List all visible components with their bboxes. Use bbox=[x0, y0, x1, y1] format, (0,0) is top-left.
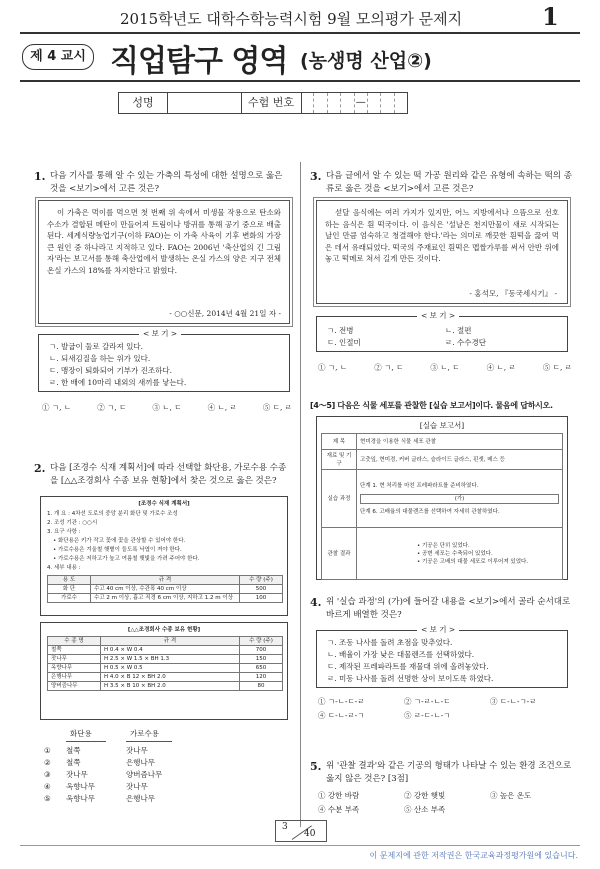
q4-choice-1[interactable]: ① ㄱ-ㄴ-ㄷ-ㄹ bbox=[318, 697, 365, 706]
q3-choice-1[interactable]: ① ㄱ, ㄴ bbox=[318, 363, 348, 372]
q3-choice-5[interactable]: ⑤ ㄷ, ㄹ bbox=[542, 363, 572, 372]
q2-plan-line-5: • 가로수용은 겨울철 햇볕이 들도록 낙엽이 져야 한다. bbox=[53, 547, 182, 553]
subject-title: 직업탐구 영역 bbox=[110, 44, 288, 79]
q3-choice-3[interactable]: ③ ㄴ, ㄷ bbox=[430, 363, 460, 372]
q2-stock-header: 수 량 (주) bbox=[240, 637, 283, 646]
q4-item-4: ㄹ. 미동 나사를 돌려 선명한 상이 보이도록 하였다. bbox=[327, 674, 494, 683]
q2-answer-3[interactable] bbox=[44, 769, 162, 781]
report-result-3: • 기공은 고배의 대물 세포로 이루어져 있었다. bbox=[417, 558, 529, 565]
q2-plan-line-7: 4. 세부 내용 : bbox=[47, 565, 81, 571]
q1-bogi-box bbox=[38, 329, 290, 392]
q2-plan-header: 규 격 bbox=[91, 576, 240, 585]
name-id-box bbox=[118, 92, 408, 114]
q2-stock-cell: 양버즘나무 bbox=[48, 682, 101, 691]
q2-answer-flower: 철쭉 bbox=[66, 746, 81, 755]
q2-plan-box bbox=[40, 496, 288, 616]
q2-stock-cell: H 0.5 × W 0.5 bbox=[101, 664, 240, 673]
table-row bbox=[322, 470, 563, 528]
q2-answer-flower: 잣나무 bbox=[66, 770, 88, 779]
q3-passage-box bbox=[316, 200, 568, 304]
page-current: 3 bbox=[282, 822, 288, 832]
q2-stock-cell: H 2.5 × W 1.5 × BH 1.3 bbox=[101, 655, 240, 664]
q4-number: 4. bbox=[310, 596, 322, 609]
q2-plan-line-2: 2. 조성 기관 : ○○시 bbox=[47, 520, 98, 526]
report-label: 관찰 결과 bbox=[322, 528, 357, 580]
q2-number: 2. bbox=[34, 462, 46, 475]
q2-answer-num: ③ bbox=[44, 770, 51, 779]
table-row bbox=[48, 646, 283, 655]
q4-item-3: ㄷ. 제작된 프레파라트를 재물대 위에 올려놓았다. bbox=[327, 662, 489, 671]
exam-title: 2015학년도 대학수학능력시험 9월 모의평가 문제지 bbox=[120, 10, 463, 28]
q4-choice-5[interactable]: ⑤ ㄹ-ㄷ-ㄴ-ㄱ bbox=[404, 711, 451, 720]
q2-stock-cell: H 4.0 × B 12 × BH 2.0 bbox=[101, 673, 240, 682]
id-field[interactable] bbox=[301, 93, 407, 113]
q1-item-1: ㄱ. 발굽이 둘로 갈라져 있다. bbox=[49, 342, 143, 351]
q3-question: 다음 글에서 알 수 있는 떡 가공 원리와 같은 유형에 속하는 떡의 종류로 옳은 것을 <보기>에서 고른 것은? bbox=[326, 171, 572, 194]
table-row bbox=[48, 664, 283, 673]
q2-plan-line-3: 3. 요구 사항 : bbox=[47, 529, 81, 535]
q3-item-3: ㄷ. 인절미 bbox=[327, 338, 361, 347]
q2-answer-street: 은행나무 bbox=[126, 758, 155, 767]
q3-choice-4[interactable]: ④ ㄴ, ㄹ bbox=[486, 363, 516, 372]
q2-plan-header: 수 량 (주) bbox=[240, 576, 283, 585]
q3-choice-2[interactable]: ② ㄱ, ㄷ bbox=[374, 363, 404, 372]
q2-stock-table bbox=[47, 636, 283, 691]
report-result-1: • 기공은 단히 있었다. bbox=[417, 542, 470, 549]
q3-item-1: ㄱ. 전병 bbox=[327, 326, 354, 335]
q5-number: 5. bbox=[310, 760, 322, 773]
q4-question: 위 '실습 과정'의 (가)에 들어갈 내용을 <보기>에서 골라 순서대로 바르게 배열한 것은? bbox=[326, 597, 571, 620]
q2-answer-num: ④ bbox=[44, 782, 51, 791]
q2-answer-2[interactable] bbox=[44, 757, 155, 769]
q2-plan-header: 용 도 bbox=[48, 576, 91, 585]
report-step1: 단계 1. 현 처리를 마친 프레파라트를 준비하였다. bbox=[360, 482, 479, 489]
q2-answer-street: 은행나무 bbox=[126, 794, 155, 803]
q1-item-4: ㄹ. 한 배에 10마리 내외의 새끼를 낳는다. bbox=[49, 378, 187, 387]
q1-source: - ○○신문, 2014년 4월 21일 자 - bbox=[169, 308, 281, 318]
q3-passage: 섣달 음식에는 여러 가지가 있지만, 어느 지방에서나 으뜸으로 선호하는 음식은 흰 떡국이다. 이 음식은 '설날은 천지만물이 새로 시작되는 날인 만큼 엄숙하고 청결해야 한다.'라는 의미로 깨끗한 흰떡을 끓여 먹은 데서 유래되었다. 떡국의 주재료인 흰떡은 멥쌀가루를 써서 안반 위에 놓고 떡메로 쳐서 길게 만든 것이다. bbox=[325, 208, 559, 263]
q1-choice-5[interactable]: ⑤ ㄷ, ㄹ bbox=[262, 403, 292, 412]
q2-plan-cell: 수고 40 cm 이상, 수관폭 40 cm 이상 bbox=[91, 585, 240, 594]
q1-choice-2[interactable]: ② ㄱ, ㄷ bbox=[97, 403, 127, 412]
q5-choice-5[interactable]: ⑤ 산소 부족 bbox=[404, 805, 446, 814]
q2-stock-cell: 120 bbox=[240, 673, 283, 682]
q2-plan-cell: 화 단 bbox=[48, 585, 91, 594]
q2-answer-num: ① bbox=[44, 746, 51, 755]
q1-choices bbox=[42, 402, 292, 414]
q2-stock-cell: 650 bbox=[240, 664, 283, 673]
name-field[interactable] bbox=[167, 93, 242, 113]
q2-answer-1[interactable] bbox=[44, 745, 148, 757]
q2-answer-num: ⑤ bbox=[44, 794, 51, 803]
report-title: [실습 보고서] bbox=[419, 421, 465, 430]
q1-question: 다음 기사를 통해 알 수 있는 가축의 특성에 대한 설명으로 옳은 것을 <보기>에서 고른 것은? bbox=[50, 171, 283, 194]
q4-item-1: ㄱ. 조동 나사를 돌려 초점을 맞추었다. bbox=[327, 638, 453, 647]
q5-choice-2[interactable]: ② 강한 햇빛 bbox=[404, 791, 446, 800]
q1-passage: 이 가축은 먹이를 먹으면 첫 번째 위 속에서 미생물 작용으로 탄소와 수소가 결합된 메탄이 만들어져 트림이나 방귀를 통해 공기 중으로 배출된다. 세계식량농업기구(이하 FAO)는 이 가축 사육이 기후 변화의 가장 큰 원인 중 하나라고 지적하고 있다. FAO는 2006년 '축산업의 긴 그림자'라는 보고서를 통해 축산업에서 발생하는 온실 가스의 양은 지구 전체 온실 가스의 18%를 차지한다고 밝혔다. bbox=[47, 208, 281, 275]
report-label: 실습 과정 bbox=[322, 470, 357, 528]
q1-choice-1[interactable]: ① ㄱ, ㄴ bbox=[42, 403, 72, 412]
q2-plan-title: [조경수 식재 계획서] bbox=[138, 501, 190, 507]
q4-bogi-title: < 보 기 > bbox=[417, 624, 459, 636]
page-number: 1 bbox=[542, 2, 559, 31]
q4-choice-4[interactable]: ④ ㄷ-ㄴ-ㄹ-ㄱ bbox=[318, 711, 365, 720]
report-value: 고춧잎, 현미경, 커버 글라스, 슬라이드 글라스, 핀셋, 메스 등 bbox=[357, 450, 563, 470]
lab-report-box bbox=[316, 416, 568, 580]
table-row bbox=[48, 594, 283, 603]
q4-choice-3[interactable]: ③ ㄷ-ㄴ-ㄱ-ㄹ bbox=[490, 697, 537, 706]
q4-choice-2[interactable]: ② ㄱ-ㄹ-ㄴ-ㄷ bbox=[404, 697, 451, 706]
period-badge: 제 4 교시 bbox=[22, 44, 94, 70]
q2-answer-4[interactable] bbox=[44, 781, 148, 793]
q2-answer-street: 양버즘나무 bbox=[126, 770, 163, 779]
table-row bbox=[48, 585, 283, 594]
table-row bbox=[48, 655, 283, 664]
q1-item-2: ㄴ. 되새김질을 하는 위가 있다. bbox=[49, 354, 151, 363]
q2-plan-line-1: 1. 개 요 : 4차선 도로의 중앙 분리 화단 및 가로수 조성 bbox=[47, 511, 178, 517]
q3-item-4: ㄹ. 수수경단 bbox=[445, 338, 486, 347]
q3-bogi-title: < 보 기 > bbox=[417, 310, 459, 322]
q2-answer-flower: 옥향나무 bbox=[66, 782, 95, 791]
q1-number: 1. bbox=[34, 170, 46, 183]
copyright-notice: 이 문제지에 관한 저작권은 한국교육과정평가원에 있습니다. bbox=[369, 851, 578, 860]
q2-plan-line-6: • 가로수용은 저하고가 높고 여름철 햇빛을 가려 주어야 한다. bbox=[53, 556, 200, 562]
q2-stock-cell: 은행나무 bbox=[48, 673, 101, 682]
q45-intro: [4～5] 다음은 식물 세포를 관찰한 [실습 보고서]이다. 물음에 답하시오. bbox=[310, 401, 553, 410]
page-total: 40 bbox=[304, 829, 316, 839]
report-result-2: • 공변 세포는 수축되어 있었다. bbox=[417, 550, 493, 557]
q1-item-3: ㄷ. 맹장이 퇴화되어 기부가 진조하다. bbox=[49, 366, 172, 375]
q2-answer-header-1: 화단용 bbox=[70, 729, 92, 738]
q2-answer-header-2: 가로수용 bbox=[130, 729, 159, 738]
q2-stock-cell: 150 bbox=[240, 655, 283, 664]
q2-answer-street: 잣나무 bbox=[126, 782, 148, 791]
q2-answer-flower: 옥향나무 bbox=[66, 794, 95, 803]
q2-answer-street: 잣나무 bbox=[126, 746, 148, 755]
q2-stock-cell: 80 bbox=[240, 682, 283, 691]
q5-choice-3[interactable]: ③ 높은 온도 bbox=[490, 791, 532, 800]
q2-plan-cell: 가로수 bbox=[48, 594, 91, 603]
q2-answer-flower: 철쭉 bbox=[66, 758, 81, 767]
report-step6: 단계 6. 고배율의 대물렌즈를 선택하여 자세히 관찰하였다. bbox=[360, 508, 500, 515]
q2-stock-cell: H 3.5 × B 10 × BH 2.0 bbox=[101, 682, 240, 691]
q2-plan-cell: 100 bbox=[240, 594, 283, 603]
q3-source: - 홍석모, 『동국세시기』 - bbox=[469, 288, 557, 298]
table-row bbox=[322, 450, 563, 470]
q2-question: 다음 [조경수 식재 계획서]에 따라 선택할 화단용, 가로수용 수종을 [△△조경회사 수종 보유 현황]에서 찾은 것으로 옳은 것은? bbox=[50, 463, 287, 486]
q3-number: 3. bbox=[310, 170, 322, 183]
q2-stock-header: 규 격 bbox=[101, 637, 240, 646]
table-row bbox=[48, 682, 283, 691]
page-counter bbox=[275, 820, 327, 842]
report-table bbox=[321, 433, 563, 580]
q2-stock-cell: 700 bbox=[240, 646, 283, 655]
q3-choices bbox=[318, 362, 572, 374]
table-row bbox=[48, 673, 283, 682]
q2-plan-cell: 수고 2 m 이상, 흉고 직경 6 cm 이상, 지하고 1.2 m 이상 bbox=[91, 594, 240, 603]
q3-item-2: ㄴ. 절편 bbox=[445, 326, 472, 335]
q2-stock-cell: H 0.4 × W 0.4 bbox=[101, 646, 240, 655]
q2-plan-cell: 500 bbox=[240, 585, 283, 594]
q5-question: 위 '관찰 결과'와 같은 기공의 형태가 나타날 수 있는 환경 조건으로 옳지 않은 것은? [3점] bbox=[326, 761, 572, 784]
q2-plan-line-4: • 화단용은 키가 작고 꽃에 꽃을 관상할 수 있어야 한다. bbox=[53, 538, 186, 544]
q1-article-box bbox=[38, 200, 290, 324]
q1-bogi-title: < 보 기 > bbox=[139, 328, 181, 340]
q2-stock-box bbox=[40, 622, 288, 720]
q5-choice-1[interactable]: ① 강한 바람 bbox=[318, 791, 360, 800]
id-dash: — bbox=[355, 93, 368, 113]
name-label: 성명 bbox=[119, 93, 168, 113]
q2-stock-cell: 철쭉 bbox=[48, 646, 101, 655]
q2-stock-header: 수 종 명 bbox=[48, 637, 101, 646]
q2-answer-5[interactable] bbox=[44, 793, 155, 805]
table-row bbox=[322, 528, 563, 580]
report-label: 재료 및 기구 bbox=[322, 450, 357, 470]
q2-stock-title: [△△조경회사 수종 보유 현황] bbox=[127, 627, 201, 633]
q3-bogi-box bbox=[316, 311, 568, 352]
q2-plan-table bbox=[47, 575, 283, 603]
q2-answer-num: ② bbox=[44, 758, 51, 767]
q2-stock-cell: 잣나무 bbox=[48, 655, 101, 664]
report-value: 현미경을 이용한 식물 세포 관찰 bbox=[357, 434, 563, 450]
report-label: 제 목 bbox=[322, 434, 357, 450]
q2-stock-cell: 옥향나무 bbox=[48, 664, 101, 673]
q1-choice-3[interactable]: ③ ㄴ, ㄷ bbox=[152, 403, 182, 412]
table-row bbox=[322, 434, 563, 450]
q4-bogi-box bbox=[316, 625, 568, 688]
q5-choice-4[interactable]: ④ 수분 부족 bbox=[318, 805, 360, 814]
report-ga: (가) bbox=[360, 494, 559, 504]
subject-subtitle: (농생명 산업②) bbox=[300, 50, 432, 72]
id-label: 수험 번호 bbox=[241, 93, 302, 113]
q1-choice-4[interactable]: ④ ㄴ, ㄹ bbox=[207, 403, 237, 412]
q4-item-2: ㄴ. 배율이 가장 낮은 대물렌즈를 선택하였다. bbox=[327, 650, 475, 659]
